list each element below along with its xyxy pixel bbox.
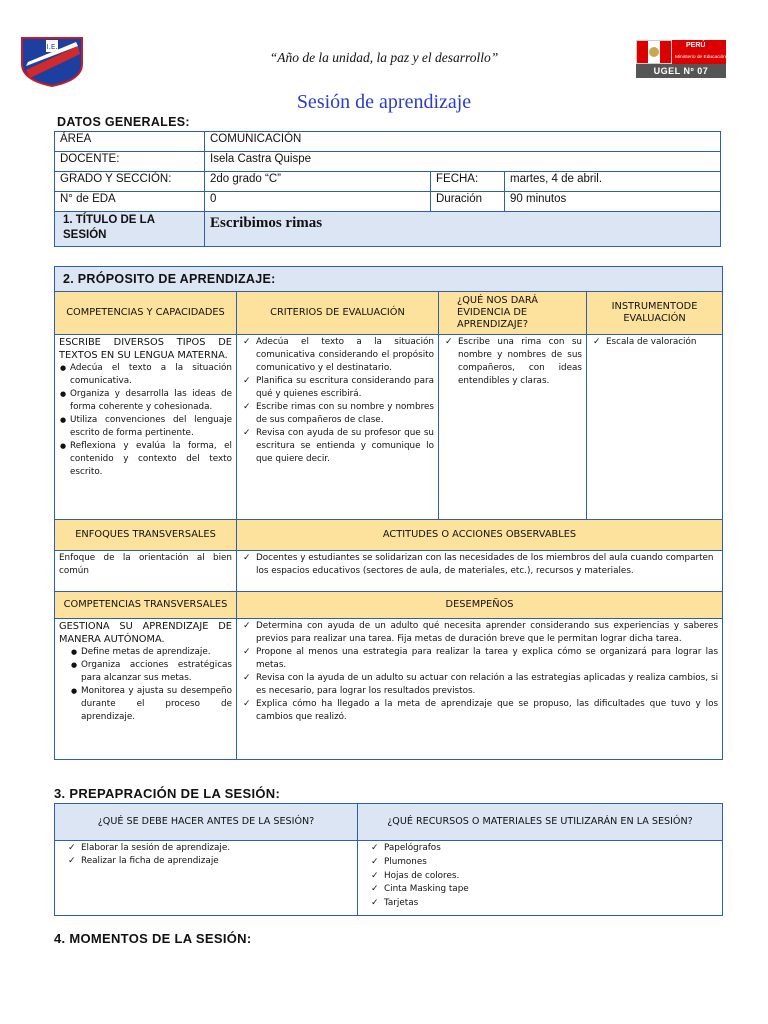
desempeno-item: ✓ Determina con ayuda de un adulto qué necesita aprender considerando sus experiencias y saberes previos para realizar una tarea. Fija metas de duración breve que le permitan lograr dicha tarea. bbox=[256, 620, 718, 646]
recurso-item: ✓ Hojas de colores. bbox=[384, 870, 718, 884]
criterio-item: ✓ Escribe rimas con su nombre y nombres de sus compañeros de clase. bbox=[256, 401, 434, 427]
evidencia-text: ✓ Escribe una rima con su nombre y nombres de sus compañeros, con ideas entendibles y claras. bbox=[458, 336, 582, 388]
comp-trans-item: ● Define metas de aprendizaje. bbox=[81, 646, 232, 659]
recurso-item: ✓ Cinta Masking tape bbox=[384, 883, 718, 897]
col-evidencia: ¿QUÉ NOS DARÁ EVIDENCIA DE APRENDIZAJE? bbox=[439, 292, 587, 335]
area-value: COMUNICACIÓN bbox=[205, 132, 721, 152]
ugel-label: UGEL Nº 07 bbox=[636, 64, 726, 78]
grado-label: GRADO Y SECCIÓN: bbox=[55, 172, 205, 192]
comp-trans-item: ● Monitorea y ajusta su desempeño durante el proceso de aprendizaje. bbox=[81, 685, 232, 724]
docente-label: DOCENTE: bbox=[55, 152, 205, 172]
proposito-heading: 2. PRÓPOSITO DE APRENDIZAJE: bbox=[55, 267, 723, 292]
datos-table bbox=[54, 131, 721, 247]
datos-heading: DATOS GENERALES: bbox=[57, 115, 190, 129]
duracion-label: Duración bbox=[431, 192, 505, 212]
antes-item: ✓ Elaborar la sesión de aprendizaje. bbox=[81, 842, 353, 855]
preparacion-table bbox=[54, 803, 723, 916]
criterio-item: ✓ Planifica su escritura considerando para qué y quienes escribirá. bbox=[256, 375, 434, 401]
recurso-item: ✓ Papelógrafos bbox=[384, 842, 718, 856]
eda-label: N° de EDA bbox=[55, 192, 205, 212]
competencia-text: ESCRIBE DIVERSOS TIPOS DE TEXTOS EN SU LENGUA MATERNA. bbox=[59, 337, 232, 361]
actitud-text: ✓ Docentes y estudiantes se solidarizan con las necesidades de los miembros del aula cuando comparten los espacios educativos (sectores de aula, de materiales, etc.), recursos y materiales. bbox=[256, 552, 718, 578]
desempeno-item: ✓ Revisa con la ayuda de un adulto su actuar con relación a las estrategias aplicadas y realiza cambios, si es necesario, para lograr los resultados previstos. bbox=[256, 672, 718, 698]
desempeno-item: ✓ Propone al menos una estrategia para realizar la tarea y explica cómo se organizará para lograr las metas. bbox=[256, 646, 718, 672]
area-label: ÁREA bbox=[55, 132, 205, 152]
school-logo-text: I.E. bbox=[46, 43, 58, 51]
desempeno-item: ✓ Explica cómo ha llegado a la meta de aprendizaje que se propuso, las dificultades que tuvo y los cambios que realizó. bbox=[256, 698, 718, 724]
col-competencias: COMPETENCIAS Y CAPACIDADES bbox=[55, 292, 237, 335]
comp-trans-cell bbox=[55, 619, 237, 760]
evidencia-cell bbox=[439, 335, 587, 520]
competencia-cell bbox=[55, 335, 237, 520]
antes-cell bbox=[55, 841, 358, 916]
proposito-table bbox=[54, 266, 723, 760]
docente-value: Isela Castra Quispe bbox=[205, 152, 721, 172]
col-instrumento: INSTRUMENTODE EVALUACIÓN bbox=[587, 292, 723, 335]
instrumento-text: ✓ Escala de valoración bbox=[606, 336, 718, 349]
recurso-item: ✓ Plumones bbox=[384, 856, 718, 870]
comp-trans-item: ● Organiza acciones estratégicas para alcanzar sus metas. bbox=[81, 659, 232, 685]
actitudes-header: ACTITUDES O ACCIONES OBSERVABLES bbox=[237, 520, 723, 551]
capacidad-item: ● Organiza y desarrolla las ideas de forma coherente y cohesionada. bbox=[70, 388, 232, 414]
fecha-label: FECHA: bbox=[431, 172, 505, 192]
capacidad-item: ● Reflexiona y evalúa la forma, el contenido y contexto del texto escrito. bbox=[70, 440, 232, 479]
enfoque-text: Enfoque de la orientación al bien común bbox=[55, 551, 237, 592]
criterio-item: ✓ Revisa con ayuda de su profesor que su escritura se entienda y comunique lo que quiere decir. bbox=[256, 427, 434, 466]
recurso-item: ✓ Tarjetas bbox=[384, 897, 718, 911]
titulo-value: Escribimos rimas bbox=[205, 212, 721, 247]
titulo-label: 1. TÍTULO DE LA SESIÓN bbox=[55, 212, 205, 247]
fecha-value: martes, 4 de abril. bbox=[505, 172, 721, 192]
enfoques-header: ENFOQUES TRANSVERSALES bbox=[55, 520, 237, 551]
ministry-country: PERÚ bbox=[672, 40, 726, 52]
recursos-header: ¿QUÉ RECURSOS O MATERIALES SE UTILIZARÁN EN LA SESIÓN? bbox=[358, 804, 723, 841]
grado-value: 2do grado “C” bbox=[205, 172, 431, 192]
antes-item: ✓ Realizar la ficha de aprendizaje bbox=[81, 855, 353, 868]
criterio-item: ✓ Adecúa el texto a la situación comunicativa considerando el propósito comunicativo y el destinatario. bbox=[256, 336, 434, 375]
recursos-cell bbox=[358, 841, 723, 916]
col-criterios: CRITERIOS DE EVALUACIÓN bbox=[237, 292, 439, 335]
instrumento-cell bbox=[587, 335, 723, 520]
comp-trans-text: GESTIONA SU APRENDIZAJE DE MANERA AUTÓNOMA. bbox=[59, 621, 232, 645]
criterios-cell bbox=[237, 335, 439, 520]
page-title: Sesión de aprendizaje bbox=[296, 91, 472, 113]
preparacion-heading: 3. PREPAPRACIÓN DE LA SESIÓN: bbox=[54, 786, 281, 801]
eda-value: 0 bbox=[205, 192, 431, 212]
desempenos-cell bbox=[237, 619, 723, 760]
desempenos-header: DESEMPEÑOS bbox=[237, 592, 723, 619]
motto: “Año de la unidad, la paz y el desarrollo” bbox=[269, 50, 499, 65]
ministry-name: Ministerio de Educación bbox=[672, 52, 726, 64]
comp-trans-header: COMPETENCIAS TRANSVERSALES bbox=[55, 592, 237, 619]
actitud-cell bbox=[237, 551, 723, 592]
antes-header: ¿QUÉ SE DEBE HACER ANTES DE LA SESIÓN? bbox=[55, 804, 358, 841]
capacidad-item: ● Utiliza convenciones del lenguaje escrito de forma pertinente. bbox=[70, 414, 232, 440]
capacidad-item: ● Adecúa el texto a la situación comunicativa. bbox=[70, 362, 232, 388]
momentos-heading: 4. MOMENTOS DE LA SESIÓN: bbox=[54, 931, 252, 946]
duracion-value: 90 minutos bbox=[505, 192, 721, 212]
